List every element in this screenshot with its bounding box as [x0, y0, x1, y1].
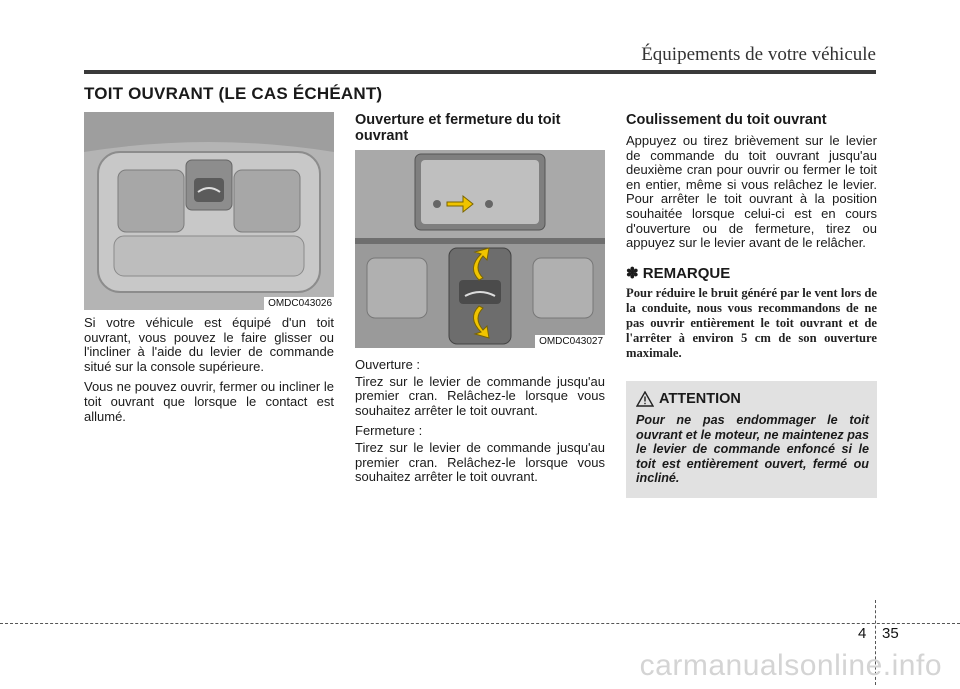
subsection-title: Ouverture et fermeture du toit ouvrant: [355, 112, 561, 144]
section-title: TOIT OUVRANT (LE CAS ÉCHÉANT): [84, 84, 383, 103]
watermark: carmanualsonline.info: [639, 649, 942, 682]
column-2: [355, 112, 605, 491]
paragraph: Si votre véhicule est équipé d'un toit ouvrant, vous pouvez le faire glisser ou l'incliner à l'aide du levier de commande situé sur la console supérieure.: [84, 315, 334, 374]
sunroof-lever-photo: [355, 150, 605, 348]
paragraph: Vous ne pouvez ouvrir, fermer ou incliner le toit ouvrant que lorsque le contact est allumé.: [84, 379, 334, 424]
image-code: OMDC043026: [264, 297, 334, 310]
footer-rule: [0, 623, 960, 624]
warning-triangle-icon: [636, 391, 654, 407]
caution-box: [626, 381, 877, 498]
remark-title: ✽ REMARQUE: [626, 264, 731, 282]
caution-text: Pour ne pas endommager le toit ouvrant et le moteur, ne maintenez pas le levier de commande enfoncé si le toit est entièrement ouvert, fermé ou incliné.: [636, 413, 869, 485]
paragraph: Tirez sur le levier de commande jusqu'au premier cran. Relâchez-le lorsque vous souhaitez arrêter le toit ouvrant.: [355, 373, 605, 418]
subsection-title: Coulissement du toit ouvrant: [626, 112, 827, 128]
running-header-title: Équipements de votre véhicule: [641, 44, 876, 65]
label-opening: Ouverture :: [355, 357, 421, 372]
label-closing: Fermeture :: [355, 423, 423, 439]
caution-header: [636, 391, 741, 407]
chapter-number: 4: [858, 625, 867, 642]
image-code: OMDC043027: [535, 335, 605, 348]
remark-text: Pour réduire le bruit généré par le vent lors de la conduite, nous vous recommandons de ne pas ouvrir entièrement le toit ouvrant et de l'arrêter à environ 5 cm de son ouverture maximale.: [626, 286, 877, 361]
sunroof-lever-illustration: [355, 150, 605, 348]
paragraph: Tirez sur le levier de commande jusqu'au premier cran. Relâchez-le lorsque vous souhaitez arrêter le toit ouvrant.: [355, 439, 605, 485]
overhead-console-photo: [84, 112, 334, 310]
page-number: 35: [882, 625, 899, 642]
caution-title: ATTENTION: [659, 391, 741, 408]
paragraph: Appuyez ou tirez brièvement sur le levier de commande du toit ouvrant jusqu'au deuxième cran pour ouvrir ou fermer le toit en entier, même si vous relâchez le levier. Pour arrêter le toit ouvrant à la position souhaitée lorsque celui-ci est en cours d'ouverture ou de fermeture, tirez ou appuyez sur le levier avant de le relâcher.: [626, 133, 877, 251]
overhead-console-illustration: [84, 112, 334, 310]
column-3: [626, 112, 877, 498]
header-rule: [84, 70, 876, 74]
column-1: [84, 112, 334, 430]
